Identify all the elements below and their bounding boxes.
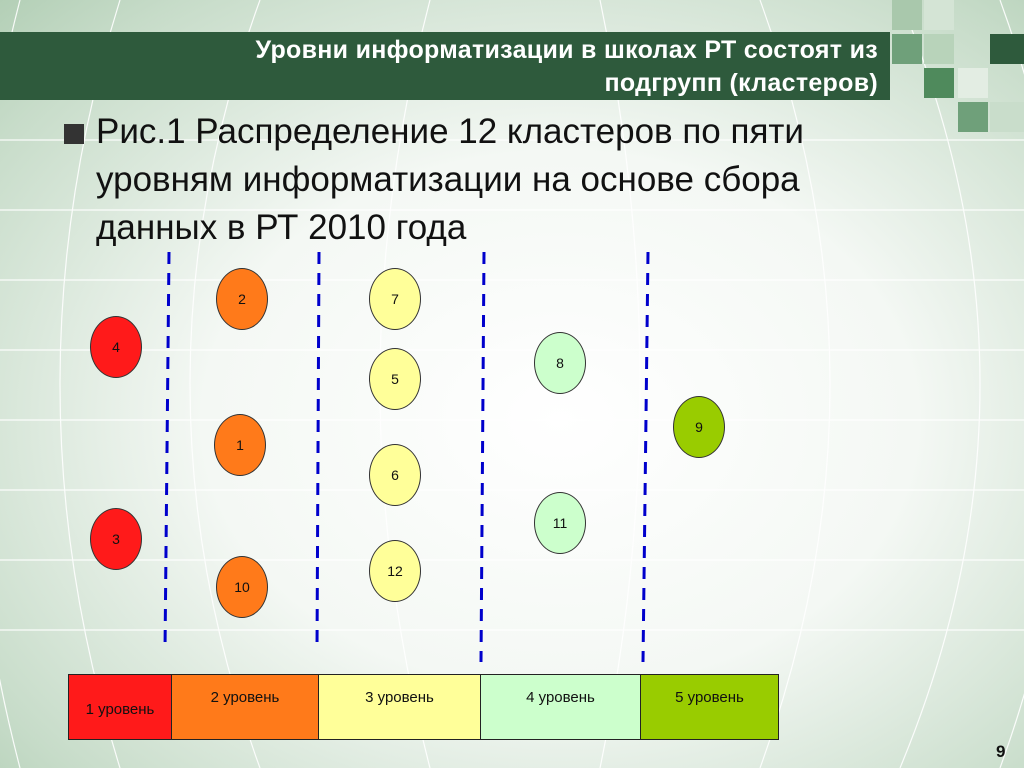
level-legend [68, 674, 779, 740]
legend-label: 2 уровень [210, 689, 280, 706]
divider-line-2 [317, 252, 319, 650]
legend-label: 4 уровень [526, 689, 595, 706]
legend-level-5 [641, 675, 778, 739]
title-line-2: подгрупп (кластеров) [604, 69, 878, 97]
cluster-label: 5 [391, 371, 399, 387]
cluster-circle [216, 556, 268, 618]
cluster-circle [90, 508, 142, 570]
cluster-circle [369, 444, 421, 506]
cluster-circle [534, 332, 586, 394]
page-number: 9 [996, 742, 1006, 761]
cluster-circle [369, 268, 421, 330]
cluster-label: 10 [234, 579, 250, 595]
legend-label: 5 уровень [675, 689, 744, 706]
cluster-label: 1 [236, 437, 244, 453]
cluster-label: 4 [112, 339, 120, 355]
legend-level-1 [69, 675, 172, 739]
title-line-1: Уровни информатизации в школах РТ состоят из [255, 36, 878, 64]
cluster-label: 8 [556, 355, 564, 371]
cluster-circle [534, 492, 586, 554]
figure-caption: Рис.1 Распределение 12 кластеров по пяти уровням информатизации на основе сбора данных в РТ 2010 года [96, 112, 804, 247]
divider-line-3 [481, 252, 484, 662]
divider-line-1 [165, 252, 169, 650]
legend-label: 1 уровень [85, 701, 155, 718]
cluster-circle [369, 348, 421, 410]
cluster-label: 6 [391, 467, 399, 483]
legend-label: 3 уровень [365, 689, 434, 706]
legend-level-3 [319, 675, 481, 739]
legend-level-4 [481, 675, 641, 739]
cluster-label: 12 [387, 563, 403, 579]
cluster-circle [369, 540, 421, 602]
cluster-circle [90, 316, 142, 378]
cluster-label: 3 [112, 531, 120, 547]
divider-line-4 [643, 252, 648, 662]
cluster-circle [216, 268, 268, 330]
cluster-label: 9 [695, 419, 703, 435]
legend-level-2 [172, 675, 319, 739]
cluster-circle [673, 396, 725, 458]
cluster-label: 7 [391, 291, 399, 307]
cluster-label: 11 [552, 515, 568, 531]
cluster-circle [214, 414, 266, 476]
cluster-label: 2 [238, 291, 246, 307]
